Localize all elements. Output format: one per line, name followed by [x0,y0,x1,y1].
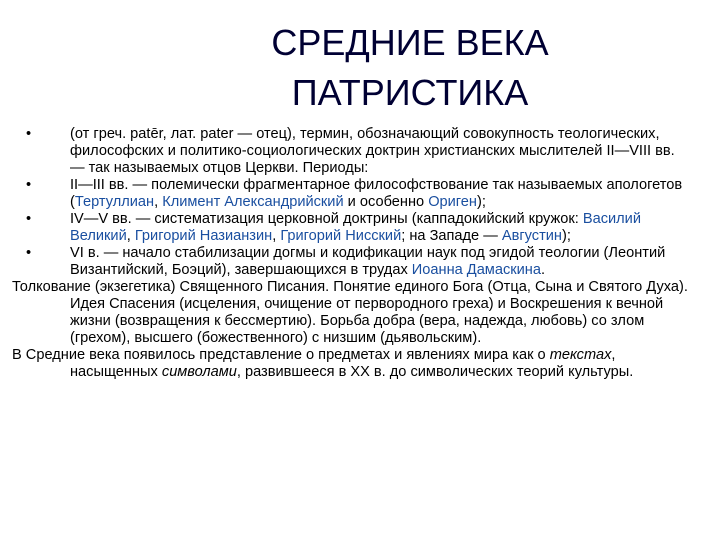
link-origen[interactable]: Ориген [428,194,477,210]
bullet-item-apologists [12,177,690,211]
bullet-text: . [540,262,546,278]
bullet-icon: • [26,177,32,193]
link-basil-great[interactable]: Василий Великий [70,211,641,244]
paragraph-text: В Средние века появилось представление о предметах и явлениях мира как о [12,347,550,363]
title-line-2: ПАТРИСТИКА [291,72,529,113]
paragraph-middle-ages [12,347,690,381]
link-augustine[interactable]: Августин [501,228,562,244]
bullet-item-stabilization [12,245,690,279]
emphasis-texts: текстах [549,347,612,363]
paragraph-text: , развившееся в XX в. до символических теорий культуры. [236,364,634,380]
bullet-text: ; на Западе — [401,228,502,244]
bullet-text: и особенно [343,194,429,210]
link-tertullian[interactable]: Тертуллиан [74,194,155,210]
paragraph-interpretation: Толкование (экзегетика) Священного Писания. Понятие единого Бога (Отца, Сына и Святого Духа). Идея Спасения (исцеления, очищение от первородного греха) и Воскрешения к вечной жизни (возвращения к бессмертию). Борьба добра (вера, надежда, любовь) со злом (грехом), высшего (божественного) с низшим (дьявольским). [12,279,688,346]
bullet-text: II—III вв. — полемически фрагментарное философствование так называемых апологетов ( [70,177,683,210]
bullet-text: , [154,194,163,210]
link-gregory-nazianzen[interactable]: Григорий Назианзин [134,228,273,244]
bullet-icon: • [26,245,32,261]
bullet-text: (от греч. patēr, лат. pater — отец), термин, обозначающий совокупность теологических, философских и политико-социологических доктрин христианских мыслителей II—VIII вв. — так называемых отцов Церкви. Периоды: [70,126,675,176]
bullet-text: , [272,228,281,244]
bullet-item-systematization [12,211,690,245]
bullet-text: VI в. — начало стабилизации догмы и кодификации наук под эгидой теологии (Леонтий Византийский, Боэций), завершающихся в трудах [70,245,666,278]
bullet-text: IV—V вв. — систематизация церковной доктрины (каппадокийский кружок: [70,211,583,227]
title-line-1: СРЕДНИЕ ВЕКА [271,22,549,63]
emphasis-symbols: символами [161,364,237,380]
bullet-text: , [126,228,135,244]
link-john-damascene[interactable]: Иоанна Дамаскина [411,262,541,278]
bullet-text: ); [477,194,486,210]
paragraph-text: , насыщенных [70,347,616,380]
bullet-text: ); [562,228,571,244]
link-clement-alexandrian[interactable]: Климент Александрийский [162,194,344,210]
slide-body [12,126,690,381]
bullet-icon: • [26,211,32,227]
bullet-icon: • [26,126,32,142]
bullet-item-definition [12,126,690,177]
link-gregory-nyssa[interactable]: Григорий Нисский [280,228,402,244]
slide-title [130,18,690,118]
